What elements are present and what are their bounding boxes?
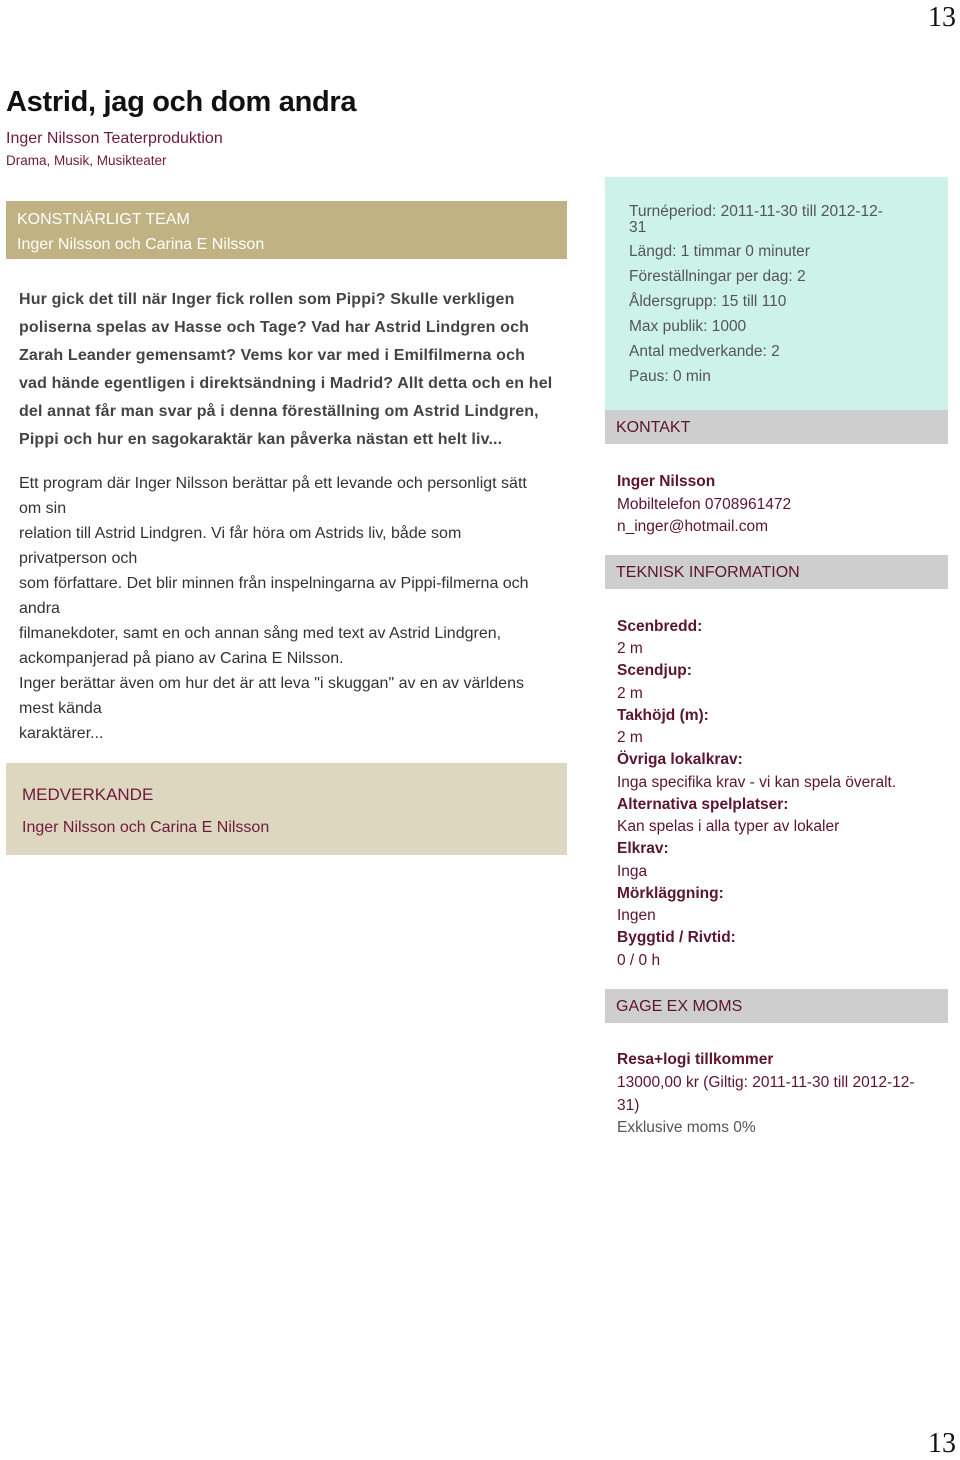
alternative-venues-label: Alternativa spelplatser: <box>617 796 789 813</box>
fee-travel-note: Resa+logi tillkommer <box>617 1051 774 1068</box>
intro-line: vad hände egentligen i direktsändning i Madrid? Allt detta och en hel <box>19 375 553 392</box>
producer: Inger Nilsson Teaterproduktion <box>6 130 223 147</box>
artistic-team-heading: KONSTNÄRLIGT TEAM <box>17 211 190 228</box>
stage-width-value: 2 m <box>617 640 643 657</box>
tour-period-cont: 31 <box>629 219 647 236</box>
intro-text <box>19 286 567 454</box>
intro-line: Pippi och hur en sagokaraktär kan påverka nästan ett helt liv... <box>19 431 503 448</box>
intro-line: Zarah Leander gemensamt? Vems kor var med i Emilfilmerna och <box>19 347 526 364</box>
description-line: filmanekdoter, samt en och annan sång med text av Astrid Lindgren, <box>19 625 502 642</box>
tour-age-group: Åldersgrupp: 15 till 110 <box>629 293 787 310</box>
build-time-value: 0 / 0 h <box>617 952 661 969</box>
contact-mobile: Mobiltelefon 0708961472 <box>617 496 792 513</box>
tour-length: Längd: 1 timmar 0 minuter <box>629 243 810 260</box>
other-requirements-value: Inga specifika krav - vi kan spela överalt. <box>617 774 897 791</box>
fee-heading: GAGE EX MOMS <box>616 998 743 1015</box>
tour-info-box <box>605 177 948 410</box>
intro-line: Hur gick det till när Inger fick rollen som Pippi? Skulle verkligen <box>19 291 515 308</box>
fee-header <box>605 989 948 1023</box>
ceiling-height-label: Takhöjd (m): <box>617 707 709 724</box>
cast-names: Inger Nilsson och Carina E Nilsson <box>22 819 270 836</box>
blackout-label: Mörkläggning: <box>617 885 724 902</box>
description-line: om sin <box>19 500 67 517</box>
ceiling-height-value: 2 m <box>617 729 643 746</box>
page-number-top: 13 <box>928 2 956 33</box>
tour-per-day: Föreställningar per dag: 2 <box>629 268 806 285</box>
tour-cast-count: Antal medverkande: 2 <box>629 343 780 360</box>
description-text <box>19 471 567 746</box>
blackout-value: Ingen <box>617 907 656 924</box>
description-line: andra <box>19 600 60 617</box>
fee-vat: Exklusive moms 0% <box>617 1119 756 1136</box>
fee-amount: 13000,00 kr (Giltig: 2011-11-30 till 2012-12- <box>617 1074 915 1091</box>
tour-max-audience: Max publik: 1000 <box>629 318 747 335</box>
description-line: mest kända <box>19 700 102 717</box>
alternative-venues-value: Kan spelas i alla typer av lokaler <box>617 818 840 835</box>
description-line: som författare. Det blir minnen från inspelningarna av Pippi-filmerna och <box>19 575 529 592</box>
tour-period: Turnéperiod: 2011-11-30 till 2012-12- <box>629 203 883 220</box>
description-line: Ett program där Inger Nilsson berättar på ett levande och personligt sätt <box>19 475 527 492</box>
contact-heading: KONTAKT <box>616 419 691 436</box>
power-value: Inga <box>617 863 648 880</box>
description-line: ackompanjerad på piano av Carina E Nilsson. <box>19 650 344 667</box>
stage-depth-label: Scendjup: <box>617 662 692 679</box>
cast-box <box>6 763 567 855</box>
page-title: Astrid, jag och dom andra <box>6 86 357 118</box>
page-number-bottom: 13 <box>928 1428 956 1459</box>
contact-email: n_inger@hotmail.com <box>617 518 768 535</box>
artistic-team-names: Inger Nilsson och Carina E Nilsson <box>17 236 265 253</box>
contact-name: Inger Nilsson <box>617 473 716 490</box>
description-line: privatperson och <box>19 550 138 567</box>
power-label: Elkrav: <box>617 840 669 857</box>
artistic-team-box <box>6 201 567 259</box>
description-line: relation till Astrid Lindgren. Vi får höra om Astrids liv, både som <box>19 525 462 542</box>
stage-width-label: Scenbredd: <box>617 618 703 635</box>
genres: Drama, Musik, Musikteater <box>6 153 167 168</box>
contact-header <box>605 410 948 444</box>
cast-heading: MEDVERKANDE <box>22 785 154 804</box>
other-requirements-label: Övriga lokalkrav: <box>617 751 743 768</box>
technical-heading: TEKNISK INFORMATION <box>616 564 800 581</box>
stage-depth-value: 2 m <box>617 685 643 702</box>
description-line: karaktärer... <box>19 725 104 742</box>
tour-pause: Paus: 0 min <box>629 368 711 385</box>
build-time-label: Byggtid / Rivtid: <box>617 929 736 946</box>
technical-header <box>605 555 948 589</box>
fee-amount-cont: 31) <box>617 1097 640 1114</box>
description-line: Inger berättar även om hur det är att leva "i skuggan" av en av världens <box>19 675 524 692</box>
intro-line: poliserna spelas av Hasse och Tage? Vad har Astrid Lindgren och <box>19 319 530 336</box>
intro-line: del annat får man svar på i denna föreställning om Astrid Lindgren, <box>19 403 539 420</box>
